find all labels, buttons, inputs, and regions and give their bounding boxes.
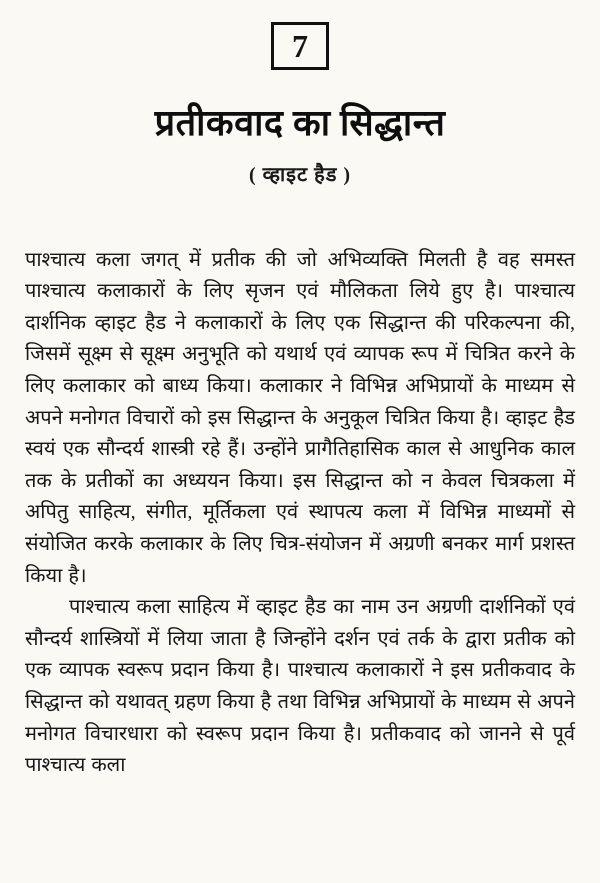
page-title: प्रतीकवाद का सिद्धान्त xyxy=(154,103,446,143)
paragraph-1: पाश्चात्य कला जगत् में प्रतीक की जो अभिव्यक्ति मिलती है वह समस्त पाश्चात्य कलाकारों के लिए सृजन एवं मौलिकता लिये हुए है। पाश्चात्य दार्शनिक व्हाइट हैड ने कलाकारों के लिए एक सिद्धान्त की परिकल्पना की, जिसमें सूक्ष्म से सूक्ष्म अनुभूति को यथार्थ एवं व्यापक रूप में चित्रित करने के लिए कलाकार को बाध्य किया। कलाकार ने विभिन्न अभिप्रायों के माध्यम से अपने मनोगत विचारों को इस सिद्धान्त के अनुकूल चित्रित किया है। व्हाइट हैड स्वयं एक सौन्दर्य शास्त्री रहे हैं। उन्होंने प्रागैतिहासिक काल से आधुनिक काल तक के प्रतीकों का अध्ययन किया। इस सिद्धान्त को न केवल चित्रकला में अपितु साहित्य, संगीत, मूर्तिकला एवं स्थापत्य कला में विभिन्न माध्यमों से संयोजित करके कलाकार के लिए चित्र-संयोजन में अग्रणी बनकर मार्ग प्रशस्त किया है। xyxy=(25,248,575,587)
chapter-number-box xyxy=(271,22,329,70)
body-text xyxy=(25,245,575,782)
paragraph-2: पाश्चात्य कला साहित्य में व्हाइट हैड का नाम उन अग्रणी दार्शनिकों एवं सौन्दर्य शास्त्रियों में लिया जाता है जिन्होंने दर्शन एवं तर्क के द्वारा प्रतीक को एक व्यापक स्वरूप प्रदान किया है। पाश्चात्य कलाकारों ने इस प्रतीकवाद के सिद्धान्त को यथावत् ग्रहण किया है तथा विभिन्न अभिप्रायों के माध्यम से अपने मनोगत विचारधारा को स्वरूप प्रदान किया है। प्रतीकवाद को जानने से पूर्व पाश्चात्य कला xyxy=(25,596,575,777)
chapter-header xyxy=(25,22,575,70)
page-subtitle: ( व्हाइट हैड ) xyxy=(248,163,352,186)
chapter-number: 7 xyxy=(292,28,308,64)
